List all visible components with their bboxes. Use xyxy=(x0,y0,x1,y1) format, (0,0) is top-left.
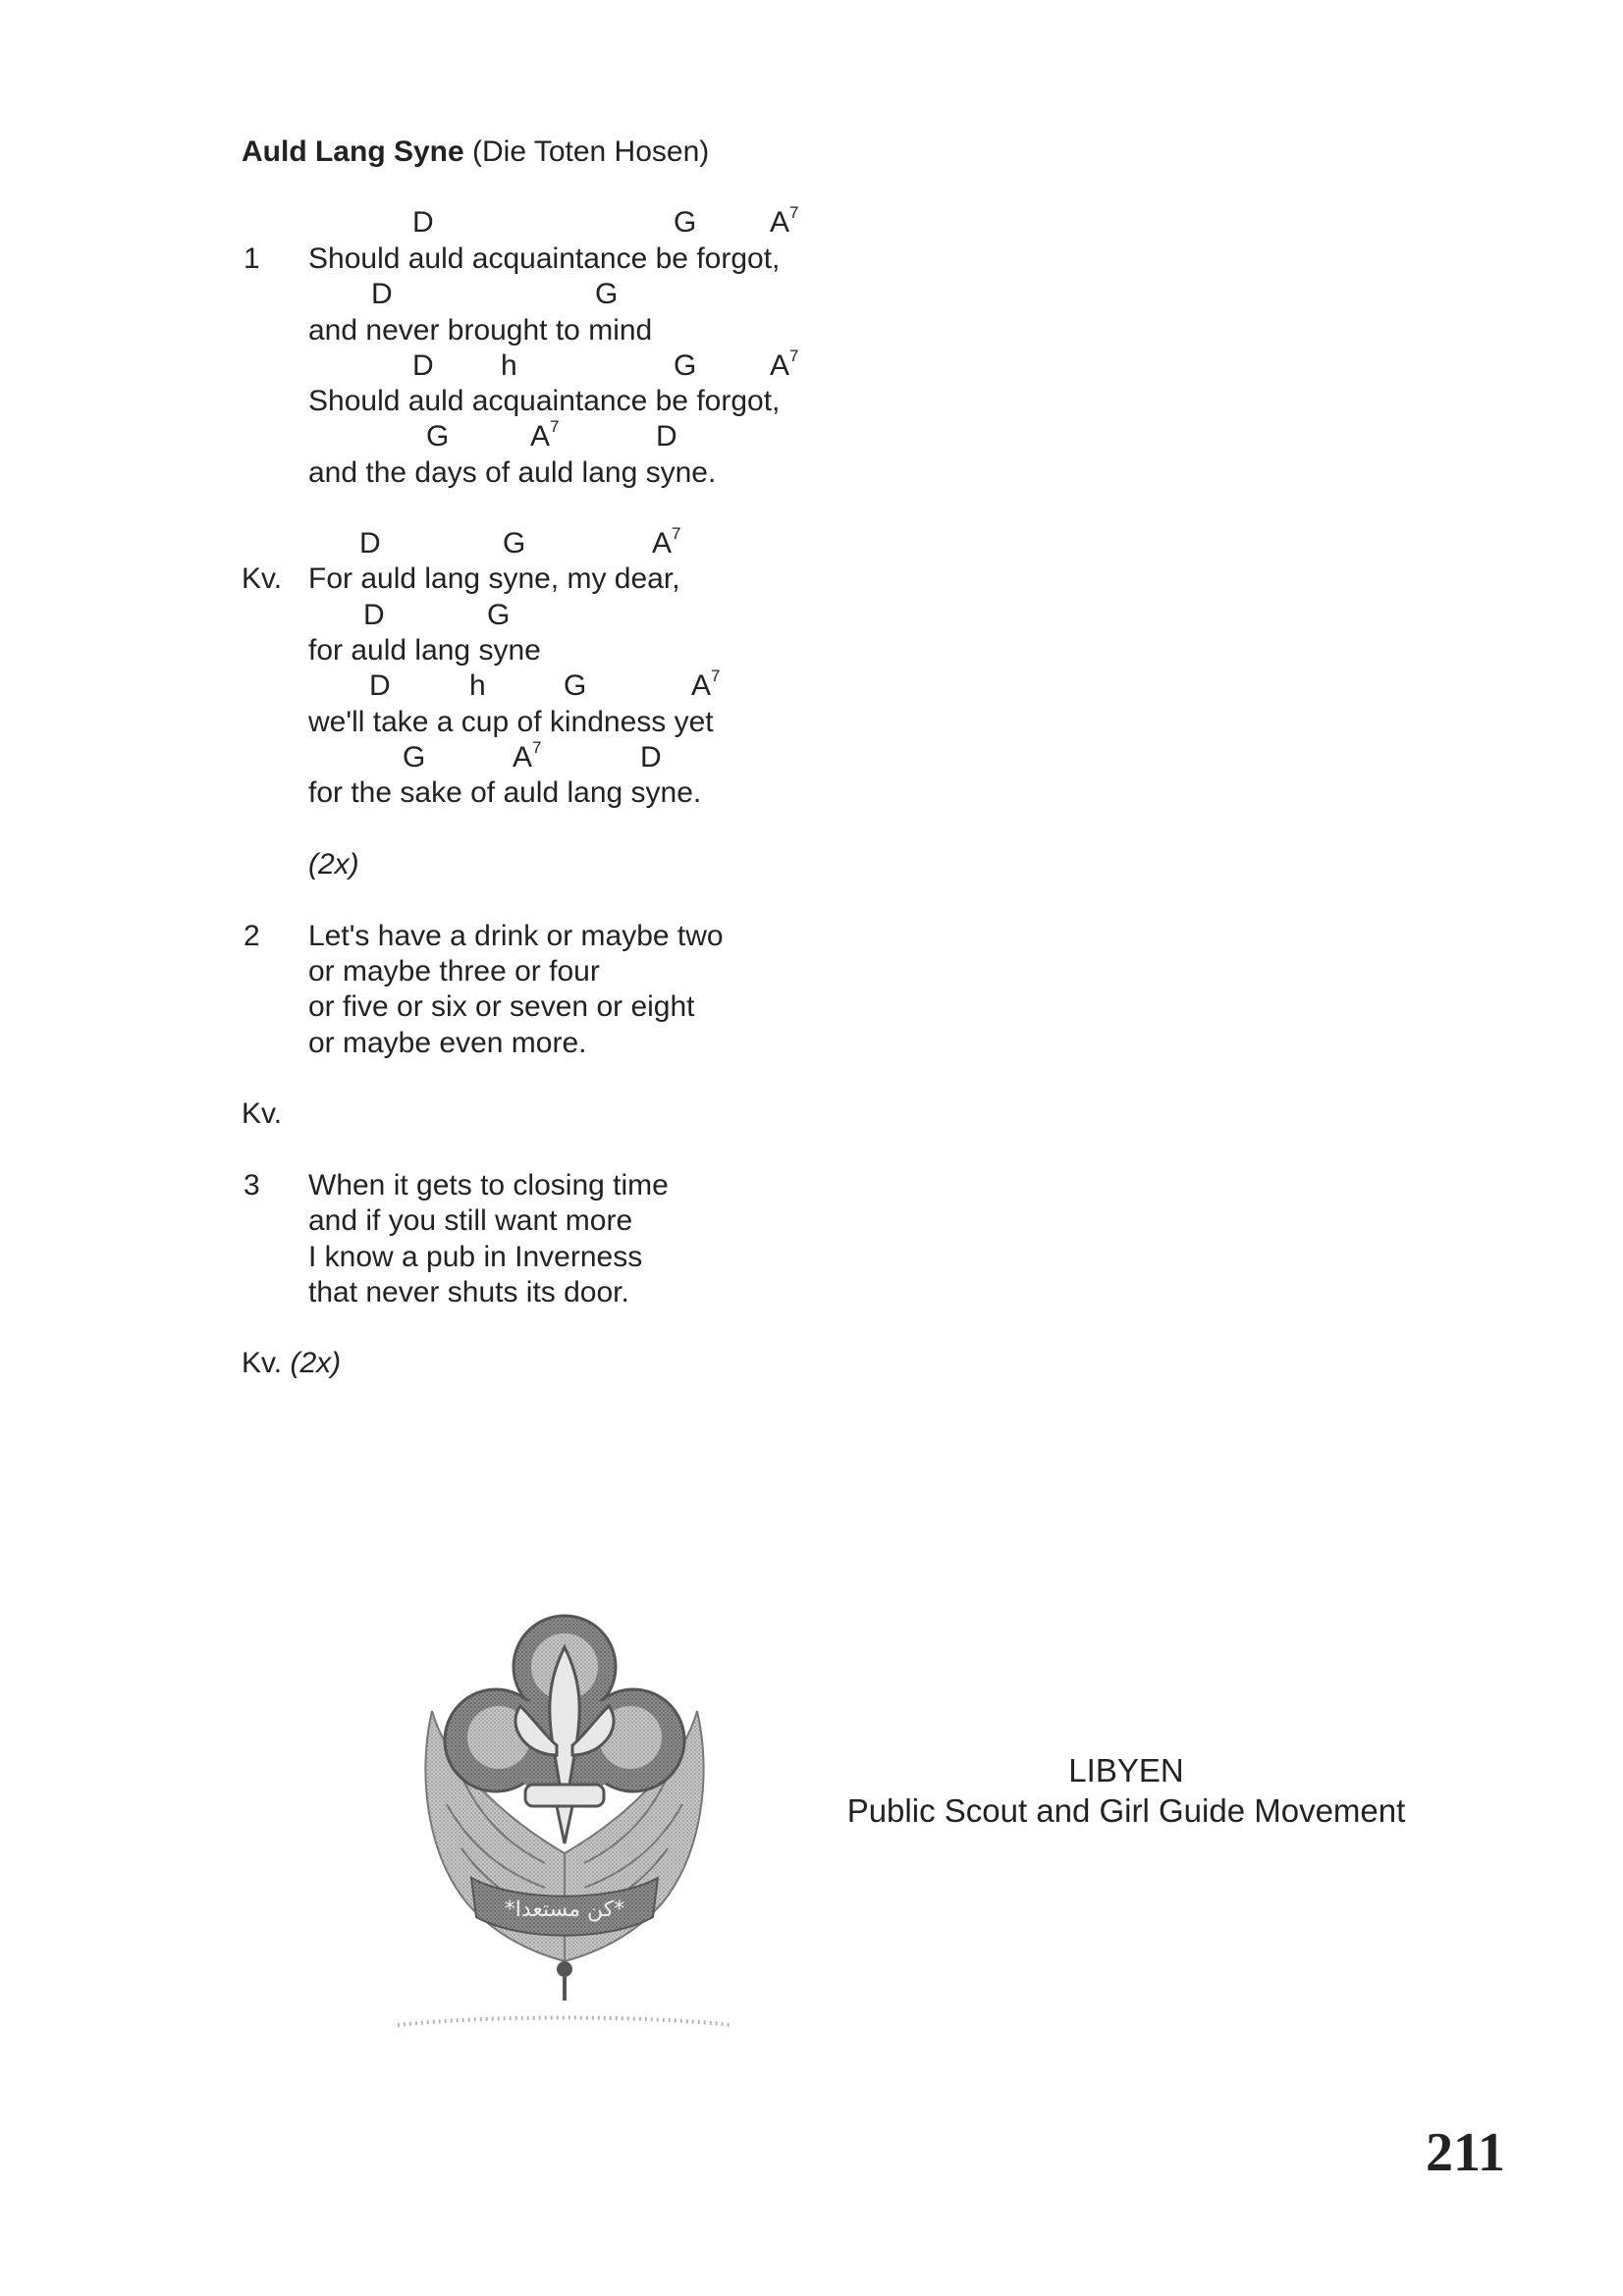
chord: G xyxy=(674,349,697,382)
chord: G xyxy=(403,741,426,774)
chord: $A^7$ xyxy=(652,524,681,560)
chord: h xyxy=(501,349,517,382)
lyric-line: that never shuts its door. xyxy=(308,1276,629,1308)
lyric-line: Should auld acquaintance be forgot, xyxy=(308,385,781,417)
chord: G xyxy=(564,669,587,702)
emblem-banner-text: *كن مستعدا* xyxy=(504,1897,625,1922)
verse-number: 2 xyxy=(243,920,260,952)
lyric-line: or maybe even more. xyxy=(308,1027,587,1059)
scout-emblem-icon xyxy=(388,1608,741,2050)
chord: G xyxy=(503,527,526,560)
lyric-line: for the sake of auld lang syne. xyxy=(308,776,702,809)
lyric-line: or maybe three or four xyxy=(308,955,600,988)
lyric-line: or five or six or seven or eight xyxy=(308,990,695,1023)
page-number: 211 xyxy=(1426,2122,1505,2183)
chord: D xyxy=(412,206,434,239)
song-title: Auld Lang Syne (Die Toten Hosen) xyxy=(242,135,710,168)
lyric-line: for auld lang syne xyxy=(308,634,541,667)
verse-number: 3 xyxy=(243,1169,260,1201)
chord: G xyxy=(674,206,697,239)
chord: D xyxy=(363,599,385,631)
verse-number: 1 xyxy=(243,242,260,275)
chord: D xyxy=(371,278,393,310)
chord: G xyxy=(426,420,450,453)
emblem-caption-organization: Public Scout and Girl Guide Movement xyxy=(846,1792,1406,1829)
emblem-caption-country: LIBYEN xyxy=(1068,1752,1184,1789)
lyric-line: When it gets to closing time xyxy=(308,1169,669,1201)
chord: D xyxy=(640,741,662,774)
repeat-marker: (2x) xyxy=(308,848,359,881)
chord: $A^7$ xyxy=(691,667,721,702)
chord: D xyxy=(412,349,434,382)
lyric-line: and never brought to mind xyxy=(308,314,653,347)
lyric-line: For auld lang syne, my dear, xyxy=(308,562,680,595)
chord: D xyxy=(369,669,391,702)
chord: G xyxy=(595,278,619,310)
lyric-line: we'll take a cup of kindness yet xyxy=(308,706,714,738)
chord: $A^7$ xyxy=(770,347,799,382)
chord: h xyxy=(469,669,486,702)
chord: D xyxy=(359,527,381,560)
chord: G xyxy=(487,599,511,631)
lyric-line: and if you still want more xyxy=(308,1204,633,1237)
chorus-label: Kv. xyxy=(242,562,283,595)
chord: D xyxy=(656,420,677,453)
chord: $A^7$ xyxy=(513,738,542,774)
chorus-reference: Kv. (2x) xyxy=(242,1347,342,1379)
chord: $A^7$ xyxy=(770,203,799,239)
chord: $A^7$ xyxy=(530,417,560,453)
lyric-line: Let's have a drink or maybe two xyxy=(308,920,724,952)
lyric-line: I know a pub in Inverness xyxy=(308,1241,643,1273)
lyric-line: Should auld acquaintance be forgot, xyxy=(308,242,781,275)
chorus-reference: Kv. xyxy=(242,1097,283,1130)
lyric-line: and the days of auld lang syne. xyxy=(308,456,717,489)
